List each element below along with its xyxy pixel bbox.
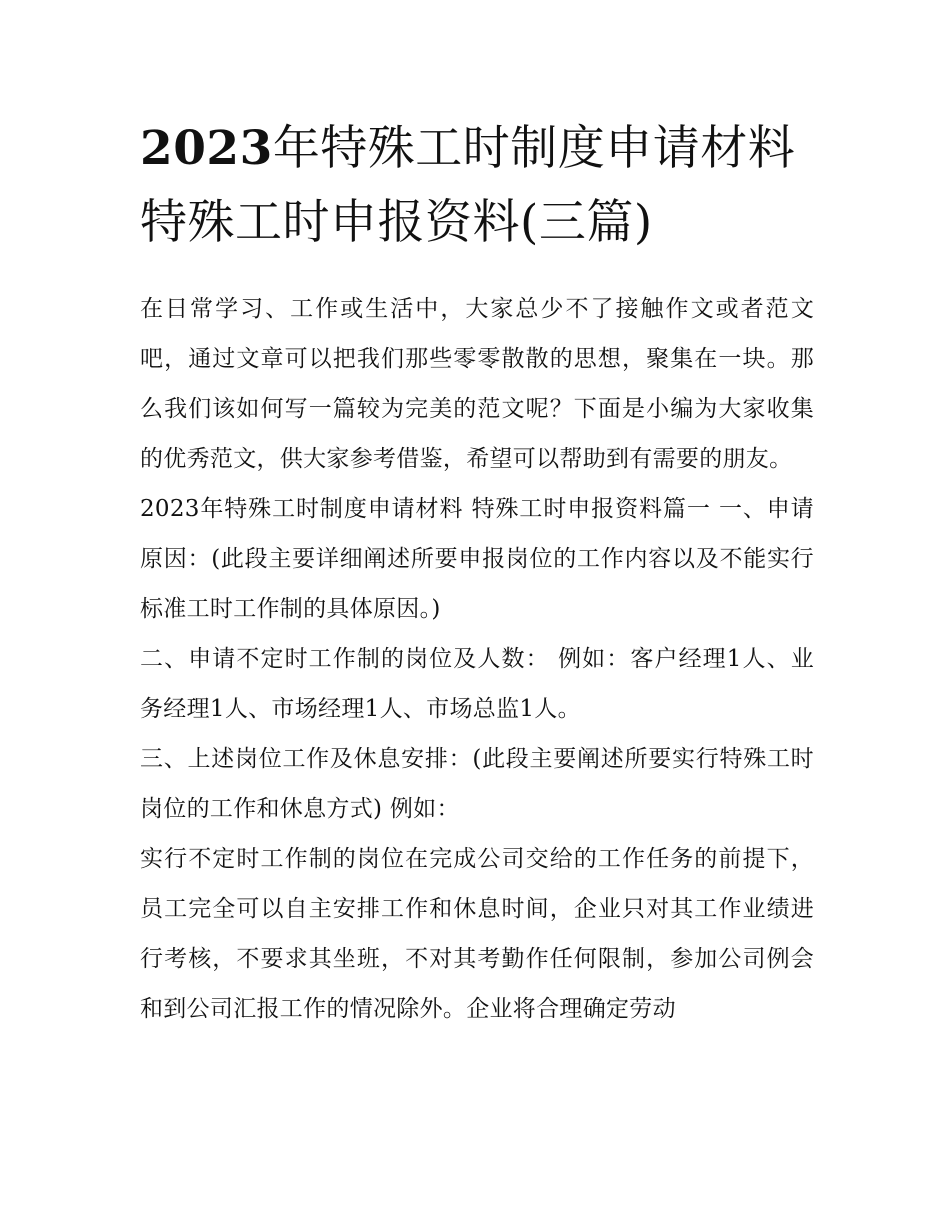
document-title [140,112,814,260]
document-body [140,112,814,1034]
intro-paragraph: 在日常学习、工作或生活中，大家总少不了接触作文或者范文吧，通过文章可以把我们那些零零散散的思想，聚集在一块。那么我们该如何写一篇较为完美的范文呢？下面是小编为大家收集的优秀范文，供大家参考借鉴，希望可以帮助到有需要的朋友。 [140,296,814,472]
section-three-paragraph: 三、上述岗位工作及休息安排：(此段主要阐述所要实行特殊工时岗位的工作和休息方式) 例如： [140,746,814,822]
title-year: 2023 [140,121,273,176]
arrangement-paragraph: 实行不定时工作制的岗位在完成公司交给的工作任务的前提下，员工完全可以自主安排工作和休息时间，企业只对其工作业绩进行考核，不要求其坐班，不对其考勤作任何限制，参加公司例会和到公司汇报工作的情况除外。企业将合理确定劳动 [140,846,814,1022]
section-one-paragraph: 2023年特殊工时制度申请材料 特殊工时申报资料篇一 一、申请原因：(此段主要详细阐述所要申报岗位的工作内容以及不能实行标准工时工作制的具体原因。) [140,496,814,622]
title-text: 年特殊工时制度申请材料特殊工时申报资料(三篇) [140,121,796,250]
section-two-paragraph: 二、申请不定时工作制的岗位及人数： 例如：客户经理1人、业务经理1人、市场经理1人、市场总监1人。 [140,646,814,722]
